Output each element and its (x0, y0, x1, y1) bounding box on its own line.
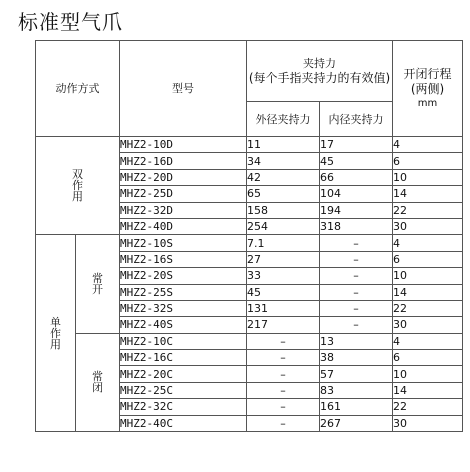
cell-model: MHZ2-16S (120, 251, 247, 267)
header-force (247, 41, 393, 102)
cell-inner-force: 38 (320, 350, 393, 366)
cell-stroke: 10 (393, 169, 463, 185)
cell-inner-force: 318 (320, 218, 393, 234)
group-single-acting-label: 单作用 (50, 315, 61, 351)
header-stroke-note: (两侧) (410, 82, 445, 96)
cell-outer-force: 7.1 (247, 235, 320, 251)
page-title: 标准型气爪 (18, 10, 123, 34)
cell-stroke: 30 (393, 317, 463, 333)
cell-stroke: 4 (393, 333, 463, 349)
cell-stroke: 30 (393, 218, 463, 234)
cell-outer-force: 158 (247, 202, 320, 218)
group-normally-open (76, 235, 120, 333)
header-outer-force: 外径夹持力 (247, 102, 320, 137)
cell-outer-force: – (247, 350, 320, 366)
cell-model: MHZ2-32D (120, 202, 247, 218)
cell-model: MHZ2-40C (120, 415, 247, 431)
header-stroke-label: 开闭行程 (403, 67, 452, 81)
cell-model: MHZ2-16D (120, 153, 247, 169)
cell-outer-force: 11 (247, 137, 320, 153)
cell-stroke: 6 (393, 153, 463, 169)
header-mode: 动作方式 (36, 41, 120, 137)
cell-inner-force: 104 (320, 186, 393, 202)
spec-table (35, 40, 463, 432)
cell-stroke: 4 (393, 137, 463, 153)
cell-outer-force: 42 (247, 169, 320, 185)
cell-stroke: 22 (393, 300, 463, 316)
cell-stroke: 10 (393, 268, 463, 284)
cell-model: MHZ2-10S (120, 235, 247, 251)
cell-stroke: 14 (393, 186, 463, 202)
cell-stroke: 14 (393, 382, 463, 398)
table-row (36, 235, 463, 251)
cell-outer-force: 217 (247, 317, 320, 333)
cell-inner-force: – (320, 251, 393, 267)
header-row-1 (36, 41, 463, 102)
cell-model: MHZ2-40S (120, 317, 247, 333)
cell-outer-force: 65 (247, 186, 320, 202)
cell-stroke: 6 (393, 251, 463, 267)
cell-inner-force: 57 (320, 366, 393, 382)
cell-model: MHZ2-32S (120, 300, 247, 316)
group-normally-closed-label: 常闭 (92, 370, 103, 395)
cell-inner-force: – (320, 268, 393, 284)
cell-stroke: 6 (393, 350, 463, 366)
cell-outer-force: – (247, 366, 320, 382)
cell-model: MHZ2-32C (120, 399, 247, 415)
cell-inner-force: 161 (320, 399, 393, 415)
cell-stroke: 10 (393, 366, 463, 382)
cell-outer-force: – (247, 333, 320, 349)
cell-inner-force: 194 (320, 202, 393, 218)
cell-outer-force: 131 (247, 300, 320, 316)
group-double-acting-label: 双作用 (72, 168, 83, 204)
cell-inner-force: – (320, 235, 393, 251)
cell-stroke: 4 (393, 235, 463, 251)
cell-model: MHZ2-10D (120, 137, 247, 153)
cell-model: MHZ2-25C (120, 382, 247, 398)
cell-inner-force: – (320, 300, 393, 316)
cell-inner-force: – (320, 284, 393, 300)
cell-outer-force: – (247, 382, 320, 398)
cell-stroke: 14 (393, 284, 463, 300)
header-inner-force: 内径夹持力 (320, 102, 393, 137)
cell-model: MHZ2-16C (120, 350, 247, 366)
cell-stroke: 22 (393, 399, 463, 415)
cell-outer-force: 33 (247, 268, 320, 284)
cell-outer-force: 27 (247, 251, 320, 267)
header-force-note: (每个手指夹持力的有效值) (248, 71, 391, 85)
cell-outer-force: 254 (247, 218, 320, 234)
cell-inner-force: 45 (320, 153, 393, 169)
cell-model: MHZ2-20C (120, 366, 247, 382)
group-single-acting (36, 235, 76, 432)
cell-model: MHZ2-25S (120, 284, 247, 300)
table-row (36, 333, 463, 349)
cell-inner-force: 83 (320, 382, 393, 398)
cell-model: MHZ2-40D (120, 218, 247, 234)
cell-model: MHZ2-25D (120, 186, 247, 202)
cell-inner-force: 66 (320, 169, 393, 185)
cell-model: MHZ2-10C (120, 333, 247, 349)
table-row (36, 137, 463, 153)
cell-stroke: 22 (393, 202, 463, 218)
cell-outer-force: 45 (247, 284, 320, 300)
group-normally-closed (76, 333, 120, 431)
header-model: 型号 (120, 41, 247, 137)
cell-inner-force: – (320, 317, 393, 333)
cell-stroke: 30 (393, 415, 463, 431)
group-double-acting (36, 137, 120, 235)
cell-inner-force: 17 (320, 137, 393, 153)
cell-inner-force: 13 (320, 333, 393, 349)
cell-outer-force: – (247, 415, 320, 431)
cell-outer-force: – (247, 399, 320, 415)
cell-inner-force: 267 (320, 415, 393, 431)
cell-outer-force: 34 (247, 153, 320, 169)
cell-model: MHZ2-20D (120, 169, 247, 185)
cell-model: MHZ2-20S (120, 268, 247, 284)
header-force-label: 夹持力 (303, 57, 336, 70)
header-stroke (393, 41, 463, 137)
group-normally-open-label: 常开 (92, 272, 103, 297)
header-stroke-unit: mm (417, 98, 438, 109)
